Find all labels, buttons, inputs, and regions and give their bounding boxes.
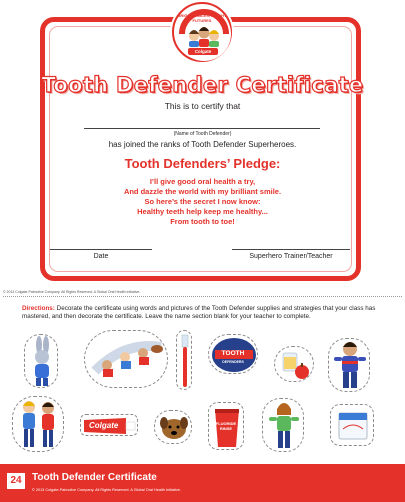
pledge-text: [40, 177, 365, 227]
cut-line: [3, 296, 402, 297]
sticker-tooth-defenders-logo[interactable]: [208, 334, 258, 374]
toothbrush-icon: [177, 331, 193, 391]
floss-icon: [331, 405, 375, 447]
hero-boy-icon: [329, 339, 371, 393]
toothpaste-brand: Colgate: [89, 421, 119, 430]
bright-smiles-badge: [172, 2, 232, 62]
tooth-logo-text: TOOTH: [221, 350, 245, 357]
dog-icon: [155, 411, 193, 445]
name-caption: (Name of Tooth Defender): [173, 131, 232, 137]
certificate-title: Tooth Defender Certificate: [41, 73, 364, 97]
colgate-logo: Colgate: [188, 48, 218, 55]
name-line: [84, 128, 320, 129]
certify-text: This is to certify that: [164, 101, 241, 111]
apple-cup-icon: [275, 347, 315, 383]
date-label: Date: [93, 253, 109, 260]
joined-text: has joined the ranks of Tooth Defender Superheroes.: [108, 140, 297, 149]
date-line: [50, 249, 152, 250]
sticker-flying-group[interactable]: [84, 330, 168, 388]
pledge-line: Healthy teeth help keep me healthy...: [137, 207, 268, 216]
trainer-label: Superhero Trainer/Teacher: [249, 253, 333, 260]
sticker-hero-boy[interactable]: [328, 338, 370, 392]
pledge-line: I’ll give good oral health a try,: [149, 177, 256, 186]
sticker-hero-duo[interactable]: [12, 396, 64, 452]
sticker-toothbrush[interactable]: [176, 330, 192, 390]
sticker-hero-girl[interactable]: [262, 398, 304, 452]
sticker-fluoride-rinse[interactable]: [208, 402, 244, 450]
hero-girl-icon: [263, 399, 305, 453]
copyright-notice: © 2013 Colgate-Palmolive Company. All Rights Reserved. A Global Oral Health Initiative.: [3, 290, 141, 294]
footer-title: Tooth Defender Certificate: [32, 472, 157, 483]
directions-text: [22, 305, 384, 321]
sticker-toothpaste[interactable]: [80, 414, 138, 436]
sticker-bunny[interactable]: [24, 334, 58, 388]
pledge-line: So here’s the secret I now know:: [144, 197, 261, 206]
badge-tagline: BRIGHT SMILES, BRIGHT FUTURES: [177, 13, 227, 23]
pledge-line: And dazzle the world with my brilliant smile.: [123, 187, 282, 196]
bunny-icon: [25, 335, 59, 389]
page-number: 24: [7, 473, 25, 489]
flying-heroes-icon: [85, 331, 169, 389]
footer-copyright: © 2013 Colgate-Palmolive Company. All Rights Reserved. A Global Oral Health Initiative.: [32, 488, 181, 492]
pledge-line: From tooth to toe!: [170, 217, 235, 226]
sticker-dog[interactable]: [154, 410, 192, 444]
sticker-floss[interactable]: [330, 404, 374, 446]
directions-lead: Directions:: [22, 305, 55, 312]
directions-body: Decorate the certificate using words and pictures of the Tooth Defender supplies and strategies that your class has mastered, and then decorate the certificate. Leave the name section blank for your teacher to complete.: [22, 305, 376, 321]
hero-duo-icon: [13, 397, 65, 453]
page-footer: [0, 464, 405, 502]
rinse-label: FLUORIDE RINSE: [215, 421, 237, 431]
pledge-title: Tooth Defenders’ Pledge:: [124, 156, 281, 171]
trainer-line: [232, 249, 350, 250]
sticker-apple-cup[interactable]: [274, 346, 314, 382]
tooth-logo-subtext: DEFENDERS: [222, 360, 244, 364]
